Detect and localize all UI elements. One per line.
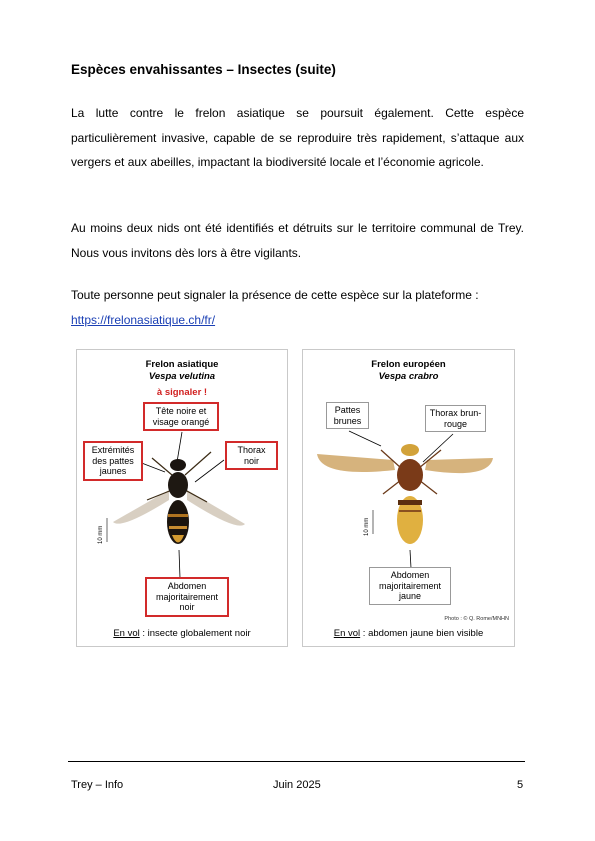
- asian-caption-text: : insecte globalement noir: [139, 628, 251, 639]
- european-scale-label: 10 mm: [364, 517, 370, 536]
- asian-latin: Vespa velutina: [148, 371, 216, 382]
- asian-scale-label: 10 mm: [98, 525, 104, 544]
- asian-caption: [77, 628, 287, 639]
- european-caption: [303, 628, 514, 639]
- european-hornet-card: [302, 349, 515, 647]
- label-head: Tête noire et visage orangé: [143, 402, 219, 431]
- label-thorax-eu: Thorax brun-rouge: [425, 405, 486, 432]
- label-legs: Extrémités des pattes jaunes: [83, 441, 143, 481]
- paragraph-report: [71, 283, 524, 332]
- report-text: Toute personne peut signaler la présence de cette espèce sur la plateforme :: [71, 288, 479, 302]
- asian-alert: à signaler !: [156, 387, 208, 398]
- footer-publication: Trey – Info: [71, 779, 124, 791]
- asian-title: Frelon asiatique: [145, 359, 219, 370]
- footer-page-number: 5: [517, 779, 524, 791]
- european-title: Frelon européen: [371, 359, 446, 370]
- footer-divider: [68, 761, 525, 762]
- european-caption-text: : abdomen jaune bien visible: [360, 628, 484, 639]
- paragraph-fight: La lutte contre le frelon asiatique se poursuit également. Cette espèce particulièrement invasive, capable de se reproduire très rapidement, s’attaque aux vergers et aux abeilles, impactant la biodiversité locale et l’économie agricole.: [71, 106, 524, 169]
- european-caption-prefix: En vol: [333, 628, 361, 639]
- report-link[interactable]: https://frelonasiatique.ch/fr/: [71, 312, 216, 327]
- asian-caption-prefix: En vol: [113, 628, 140, 639]
- photo-credit: Photo : © Q. Rome/MNHN: [444, 616, 509, 622]
- asian-hornet-card: [76, 349, 288, 647]
- paragraph-nests: Au moins deux nids ont été identifiés et détruits sur le territoire communal de Trey. Nous vous invitons dès lors à être vigilants.: [71, 221, 524, 260]
- label-thorax: Thorax noir: [225, 441, 278, 470]
- european-latin: Vespa crabro: [378, 371, 439, 382]
- footer-date: Juin 2025: [273, 779, 321, 791]
- label-abdomen-eu: Abdomen majoritairement jaune: [369, 567, 451, 605]
- label-abdomen: Abdomen majoritairement noir: [145, 577, 229, 617]
- label-legs-eu: Pattes brunes: [326, 402, 369, 429]
- section-heading: Espèces envahissantes – Insectes (suite): [71, 62, 336, 77]
